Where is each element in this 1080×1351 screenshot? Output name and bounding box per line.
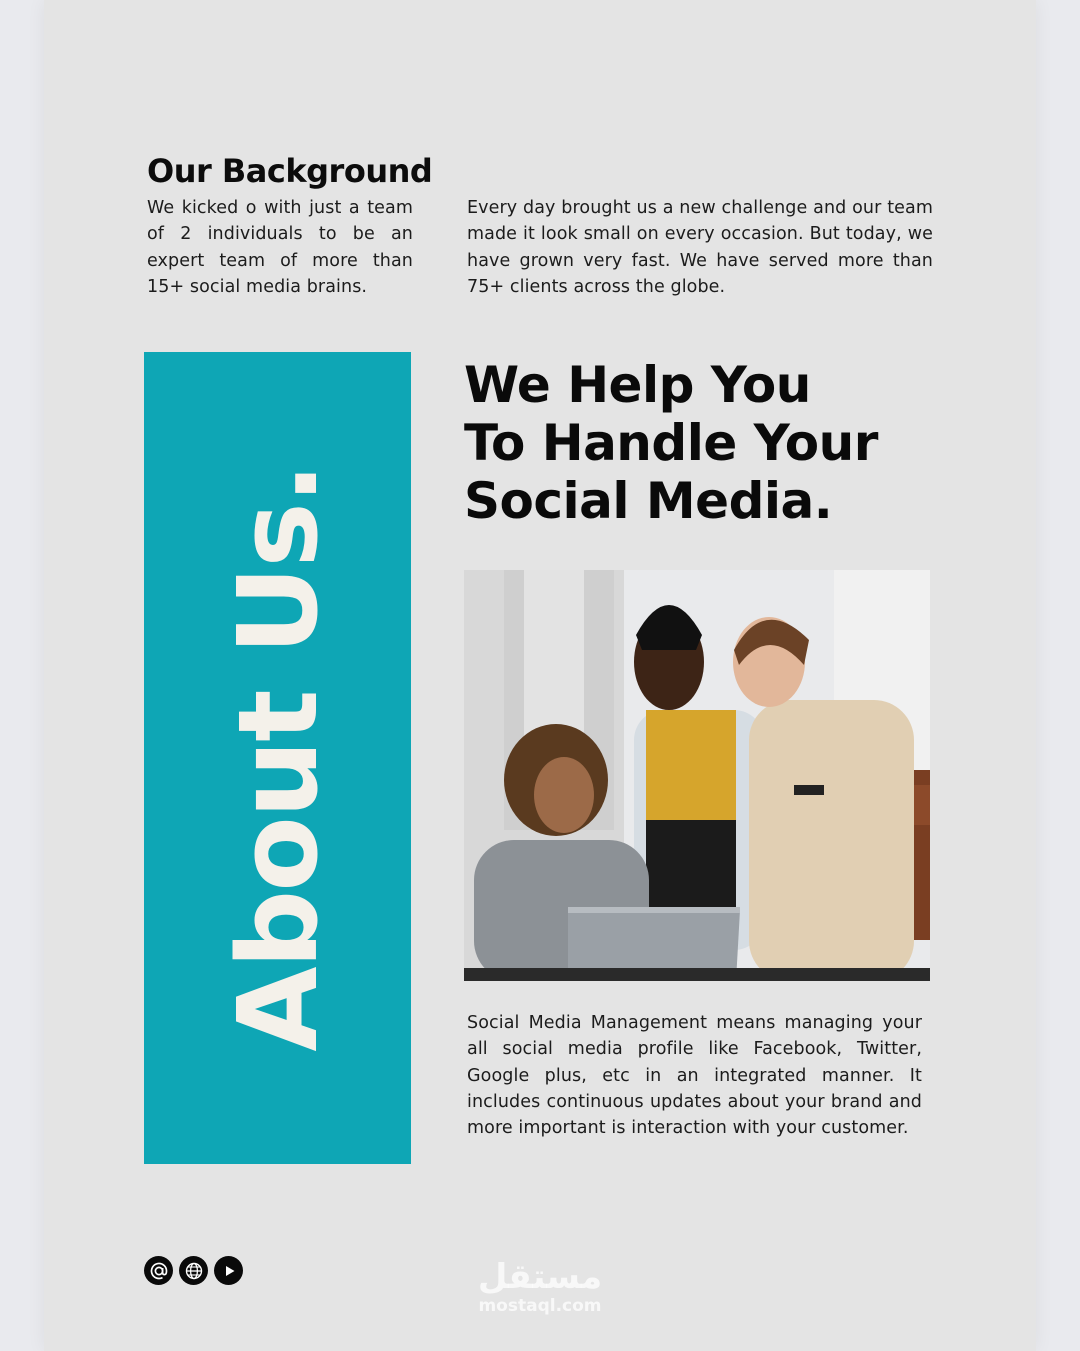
headline-line-1: We Help You <box>464 356 811 414</box>
about-us-banner <box>144 352 411 1164</box>
at-sign-icon[interactable] <box>144 1256 173 1285</box>
about-us-title: About Us. <box>213 464 342 1052</box>
watermark-arabic: مستقل <box>477 1257 603 1297</box>
globe-icon[interactable] <box>179 1256 208 1285</box>
background-left-text: We kicked o with just a team of 2 individuals to be an expert team of more than 15+ social media brains. <box>147 198 413 297</box>
description-text: Social Media Management means managing your all social media profile like Facebook, Twitter, Google plus, etc in an integrated manner. It includes continuous updates about your brand and more important is interaction with your customer. <box>467 1013 922 1139</box>
headline-line-3: Social Media. <box>464 472 833 530</box>
watermark-latin: mostaql.com <box>478 1296 602 1316</box>
headline <box>464 356 944 530</box>
background-right-text: Every day brought us a new challenge and our team made it look small on every occasion. But today, we have grown very fast. We have served more than 75+ clients across the globe. <box>467 198 933 297</box>
headline-line-2: To Handle Your <box>464 414 878 472</box>
team-meeting-photo <box>464 570 930 981</box>
social-links <box>144 1256 243 1285</box>
background-title: Our Background <box>147 152 433 190</box>
watermark <box>470 1258 610 1316</box>
play-icon[interactable] <box>214 1256 243 1285</box>
